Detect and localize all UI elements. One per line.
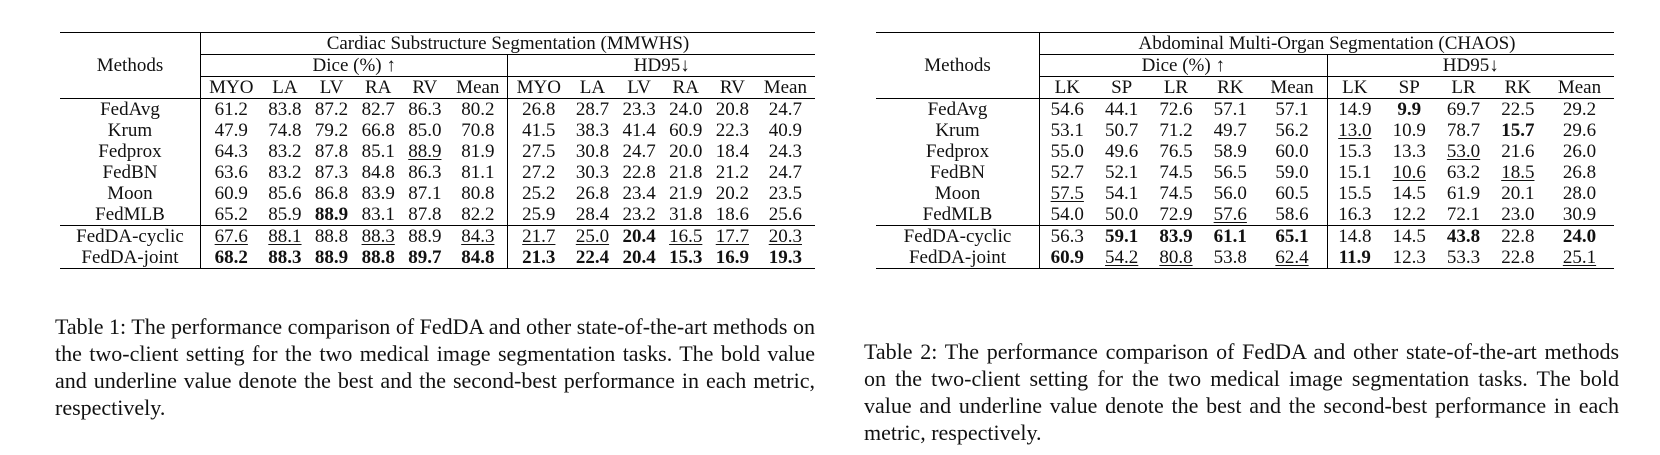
results-table-mmwhs — [60, 32, 815, 269]
hd95-col-header: LR — [1451, 77, 1476, 98]
hd95-value: 24.0 — [669, 99, 703, 120]
methods-header: Methods — [60, 33, 200, 99]
dice-value: 80.8 — [448, 183, 508, 204]
dice-value: 85.1 — [361, 141, 395, 162]
dice-col-header: RK — [1217, 77, 1244, 98]
dice-value: 85.9 — [268, 204, 302, 225]
hd95-value: 15.1 — [1338, 162, 1372, 183]
dice-value: 56.5 — [1213, 162, 1247, 183]
dice-value: 82.7 — [361, 99, 395, 120]
hd95-value: 31.8 — [669, 204, 703, 225]
dice-value: 88.3 — [268, 247, 302, 268]
method-name: Krum — [60, 120, 200, 141]
methods-header: Methods — [876, 33, 1040, 99]
table-row — [876, 247, 1614, 269]
hd95-value: 26.0 — [1562, 141, 1597, 162]
hd95-value: 27.5 — [522, 141, 556, 162]
dice-value: 61.2 — [214, 99, 248, 120]
dice-value: 89.7 — [408, 247, 442, 268]
hd95-value: 72.1 — [1446, 204, 1481, 225]
dice-value: 80.2 — [448, 99, 508, 121]
hd95-value: 15.3 — [669, 247, 703, 268]
dice-value: 79.2 — [314, 120, 349, 141]
method-name: FedMLB — [876, 204, 1040, 226]
hd95-value: 29.2 — [1562, 99, 1597, 120]
dice-value: 84.8 — [448, 247, 508, 269]
dice-value: 85.6 — [268, 183, 302, 204]
dice-value: 81.9 — [448, 141, 508, 162]
dice-value: 76.5 — [1159, 141, 1193, 162]
dice-value: 74.5 — [1159, 162, 1193, 183]
hd95-value: 20.0 — [669, 141, 703, 162]
hd95-value: 22.3 — [715, 120, 749, 141]
dice-value: 83.1 — [361, 204, 395, 225]
hd95-value: 28.7 — [575, 99, 610, 120]
hd95-value: 43.8 — [1446, 226, 1481, 247]
hd95-col-header: RV — [719, 77, 745, 98]
dice-value: 56.2 — [1257, 120, 1327, 141]
dice-value: 53.8 — [1213, 247, 1247, 268]
hd95-value: 26.8 — [1562, 162, 1597, 183]
hd95-value: 60.9 — [669, 120, 703, 141]
group-title: Cardiac Substructure Segmentation (MMWHS) — [200, 33, 815, 55]
hd95-value: 26.8 — [575, 183, 610, 204]
dice-value: 55.0 — [1050, 141, 1084, 162]
hd95-value: 16.5 — [669, 226, 703, 247]
dice-value: 52.1 — [1105, 162, 1139, 183]
dice-value: 88.9 — [408, 141, 442, 162]
hd95-value: 69.7 — [1446, 99, 1481, 120]
hd95-value: 22.5 — [1501, 99, 1535, 120]
hd95-value: 15.7 — [1501, 120, 1535, 141]
hd95-value: 24.7 — [768, 162, 802, 183]
hd95-value: 18.6 — [715, 204, 749, 225]
hd95-value: 78.7 — [1446, 120, 1481, 141]
dice-value: 88.8 — [361, 247, 395, 268]
dice-value: 60.9 — [1050, 247, 1084, 268]
dice-header: Dice (%) ↑ — [1040, 55, 1328, 77]
dice-value: 57.6 — [1213, 204, 1247, 225]
hd95-value: 11.9 — [1338, 247, 1371, 268]
hd95-value: 21.9 — [669, 183, 703, 204]
dice-col-header: LK — [1054, 77, 1080, 98]
hd95-value: 22.8 — [1501, 247, 1535, 268]
dice-value: 56.3 — [1050, 226, 1084, 247]
dice-value: 64.3 — [214, 141, 248, 162]
dice-col-header: RV — [412, 77, 438, 98]
hd95-value: 9.9 — [1397, 99, 1422, 120]
hd95-value: 24.7 — [622, 141, 656, 162]
hd95-value: 30.3 — [575, 162, 610, 183]
table-row — [60, 99, 815, 121]
hd95-value: 12.3 — [1392, 247, 1426, 268]
hd95-col-header: MYO — [516, 77, 561, 98]
dice-value: 82.2 — [448, 204, 508, 226]
hd95-value: 23.0 — [1501, 204, 1535, 225]
dice-value: 53.1 — [1050, 120, 1084, 141]
dice-value: 57.1 — [1257, 99, 1327, 121]
dice-value: 62.4 — [1257, 247, 1327, 269]
hd95-col-header: LV — [627, 77, 651, 98]
dice-value: 88.8 — [314, 226, 349, 247]
method-name: FedDA-cyclic — [876, 226, 1040, 248]
dice-value: 67.6 — [214, 226, 248, 247]
table-1 — [60, 32, 815, 269]
dice-header: Dice (%) ↑ — [200, 55, 508, 77]
hd95-col-header: Mean — [763, 77, 807, 98]
hd95-value: 23.4 — [622, 183, 656, 204]
dice-col-header: LA — [272, 77, 298, 98]
dice-col-header: LV — [319, 77, 344, 98]
hd95-value: 14.8 — [1338, 226, 1372, 247]
dice-value: 50.0 — [1105, 204, 1139, 225]
method-name: Krum — [876, 120, 1040, 141]
method-name: FedDA-joint — [60, 247, 200, 269]
dice-value: 88.9 — [314, 204, 349, 225]
hd95-value: 63.2 — [1446, 162, 1481, 183]
dice-value: 87.8 — [408, 204, 442, 225]
hd95-col-header: RK — [1504, 77, 1532, 98]
dice-value: 86.3 — [408, 162, 442, 183]
hd95-value: 16.3 — [1338, 204, 1372, 225]
hd95-value: 40.9 — [768, 120, 802, 141]
hd95-value: 41.4 — [622, 120, 656, 141]
dice-value: 57.1 — [1213, 99, 1247, 120]
hd95-value: 20.8 — [715, 99, 749, 120]
dice-value: 88.9 — [314, 247, 349, 268]
hd95-value: 22.8 — [622, 162, 656, 183]
hd95-value: 20.1 — [1501, 183, 1535, 204]
table-2 — [876, 32, 1614, 269]
dice-value: 54.6 — [1050, 99, 1084, 120]
hd95-value: 13.3 — [1392, 141, 1426, 162]
hd95-value: 30.9 — [1562, 204, 1597, 225]
hd95-header: HD95↓ — [508, 55, 815, 77]
dice-value: 83.9 — [361, 183, 395, 204]
hd95-value: 15.3 — [1338, 141, 1372, 162]
hd95-value: 14.9 — [1338, 99, 1372, 120]
hd95-value: 20.4 — [622, 226, 656, 247]
hd95-value: 16.9 — [715, 247, 749, 268]
dice-value: 88.1 — [268, 226, 302, 247]
method-name: FedBN — [60, 162, 200, 183]
hd95-value: 23.2 — [622, 204, 656, 225]
hd95-value: 23.5 — [768, 183, 802, 204]
hd95-value: 20.2 — [715, 183, 749, 204]
dice-col-header: MYO — [209, 77, 254, 98]
table-row — [60, 204, 815, 226]
dice-value: 58.9 — [1213, 141, 1247, 162]
dice-value: 74.8 — [268, 120, 302, 141]
dice-value: 86.3 — [408, 99, 442, 120]
dice-value: 65.1 — [1257, 226, 1327, 248]
dice-value: 59.0 — [1257, 162, 1327, 183]
dice-value: 44.1 — [1105, 99, 1139, 120]
group-title: Abdominal Multi-Organ Segmentation (CHAOS) — [1040, 33, 1615, 55]
dice-col-header: RA — [364, 77, 392, 98]
dice-value: 56.0 — [1213, 183, 1247, 204]
hd95-value: 24.7 — [768, 99, 802, 120]
dice-value: 47.9 — [214, 120, 248, 141]
table-1-caption: Table 1: The performance comparison of FedDA and other state-of-the-art methods on the two-client setting for the two medical image segmentation tasks. The bold value and underline value denote the best and the second-best performance in each metric, respectively. — [55, 314, 815, 420]
hd95-value: 22.8 — [1501, 226, 1535, 247]
dice-value: 54.0 — [1050, 204, 1084, 225]
dice-value: 83.9 — [1159, 226, 1193, 247]
hd95-value: 61.9 — [1446, 183, 1481, 204]
method-name: FedBN — [876, 162, 1040, 183]
hd95-value: 14.5 — [1392, 183, 1426, 204]
hd95-col-header: LK — [1342, 77, 1368, 98]
table-row — [876, 183, 1614, 204]
dice-value: 72.6 — [1159, 99, 1193, 120]
dice-value: 87.8 — [314, 141, 349, 162]
dice-value: 88.9 — [408, 226, 442, 247]
table-row — [876, 204, 1614, 226]
table-2-caption: Table 2: The performance comparison of FedDA and other state-of-the-art methods on the two-client setting for the two medical image segmentation tasks. The bold value and underline value denote the best and the second-best performance in each metric, respectively. — [864, 339, 1619, 445]
dice-value: 88.3 — [361, 226, 395, 247]
hd95-value: 28.4 — [575, 204, 610, 225]
table-row — [876, 120, 1614, 141]
dice-value: 61.1 — [1213, 226, 1247, 247]
hd95-col-header: RA — [672, 77, 699, 98]
table-row — [876, 99, 1614, 121]
dice-value: 71.2 — [1159, 120, 1193, 141]
hd95-value: 22.4 — [575, 247, 610, 268]
method-name: FedDA-joint — [876, 247, 1040, 269]
dice-value: 50.7 — [1105, 120, 1139, 141]
dice-value: 74.5 — [1159, 183, 1193, 204]
hd95-value: 23.3 — [622, 99, 656, 120]
hd95-value: 15.5 — [1338, 183, 1372, 204]
dice-value: 59.1 — [1105, 226, 1139, 247]
hd95-value: 29.6 — [1562, 120, 1597, 141]
method-name: Moon — [60, 183, 200, 204]
dice-col-header: SP — [1111, 77, 1133, 98]
hd95-value: 10.9 — [1392, 120, 1426, 141]
dice-value: 63.6 — [214, 162, 248, 183]
hd95-value: 25.1 — [1562, 247, 1597, 268]
dice-value: 60.9 — [214, 183, 248, 204]
dice-value: 65.2 — [214, 204, 248, 225]
method-name: FedAvg — [60, 99, 200, 121]
dice-value: 49.6 — [1105, 141, 1139, 162]
hd95-value: 25.2 — [522, 183, 556, 204]
dice-value: 83.8 — [268, 99, 302, 120]
hd95-value: 12.2 — [1392, 204, 1426, 225]
dice-value: 60.0 — [1257, 141, 1327, 162]
hd95-value: 28.0 — [1562, 183, 1597, 204]
hd95-value: 21.6 — [1501, 141, 1535, 162]
method-name: Fedprox — [60, 141, 200, 162]
dice-value: 87.3 — [314, 162, 349, 183]
hd95-value: 53.3 — [1446, 247, 1481, 268]
dice-value: 72.9 — [1159, 204, 1193, 225]
hd95-value: 14.5 — [1392, 226, 1426, 247]
hd95-value: 18.5 — [1501, 162, 1535, 183]
hd95-value: 30.8 — [575, 141, 610, 162]
dice-value: 49.7 — [1213, 120, 1247, 141]
method-name: FedDA-cyclic — [60, 226, 200, 248]
hd95-value: 18.4 — [715, 141, 749, 162]
dice-value: 54.1 — [1105, 183, 1139, 204]
hd95-col-header: LA — [579, 77, 606, 98]
table-row — [876, 162, 1614, 183]
hd95-value: 10.6 — [1392, 162, 1426, 183]
hd95-value: 27.2 — [522, 162, 556, 183]
dice-value: 83.2 — [268, 162, 302, 183]
dice-value: 81.1 — [448, 162, 508, 183]
hd95-value: 19.3 — [768, 247, 802, 268]
dice-value: 83.2 — [268, 141, 302, 162]
dice-col-header: Mean — [448, 77, 508, 99]
table-row — [60, 226, 815, 248]
hd95-value: 25.9 — [522, 204, 556, 225]
hd95-value: 25.6 — [768, 204, 802, 225]
hd95-value: 53.0 — [1446, 141, 1481, 162]
hd95-value: 24.3 — [768, 141, 802, 162]
dice-value: 58.6 — [1257, 204, 1327, 226]
hd95-value: 24.0 — [1562, 226, 1597, 247]
hd95-value: 21.8 — [669, 162, 703, 183]
hd95-value: 26.8 — [522, 99, 556, 120]
dice-col-header: Mean — [1257, 77, 1327, 99]
hd95-col-header: SP — [1398, 77, 1420, 98]
hd95-value: 25.0 — [575, 226, 610, 247]
table-row — [60, 183, 815, 204]
table-row — [60, 120, 815, 141]
table-row — [876, 226, 1614, 248]
dice-value: 85.0 — [408, 120, 442, 141]
table-row — [60, 247, 815, 269]
dice-col-header: LR — [1163, 77, 1189, 98]
method-name: FedMLB — [60, 204, 200, 226]
hd95-value: 21.7 — [522, 226, 556, 247]
dice-value: 80.8 — [1159, 247, 1193, 268]
dice-value: 84.8 — [361, 162, 395, 183]
method-name: Fedprox — [876, 141, 1040, 162]
method-name: FedAvg — [876, 99, 1040, 121]
hd95-value: 17.7 — [715, 226, 749, 247]
dice-value: 54.2 — [1105, 247, 1139, 268]
dice-value: 60.5 — [1257, 183, 1327, 204]
dice-value: 70.8 — [448, 120, 508, 141]
dice-value: 87.2 — [314, 99, 349, 120]
hd95-value: 21.2 — [715, 162, 749, 183]
table-row — [60, 162, 815, 183]
hd95-value: 13.0 — [1338, 120, 1372, 141]
table-row — [876, 141, 1614, 162]
hd95-value: 38.3 — [575, 120, 610, 141]
dice-value: 68.2 — [214, 247, 248, 268]
hd95-value: 41.5 — [522, 120, 556, 141]
dice-value: 52.7 — [1050, 162, 1084, 183]
hd95-col-header: Mean — [1557, 77, 1602, 98]
results-table-chaos — [876, 32, 1614, 269]
dice-value: 84.3 — [448, 226, 508, 248]
hd95-value: 20.4 — [622, 247, 656, 268]
method-name: Moon — [876, 183, 1040, 204]
hd95-header: HD95↓ — [1327, 55, 1614, 77]
hd95-value: 20.3 — [768, 226, 802, 247]
hd95-value: 21.3 — [522, 247, 556, 268]
dice-value: 86.8 — [314, 183, 349, 204]
dice-value: 87.1 — [408, 183, 442, 204]
table-row — [60, 141, 815, 162]
dice-value: 66.8 — [361, 120, 395, 141]
dice-value: 57.5 — [1050, 183, 1084, 204]
